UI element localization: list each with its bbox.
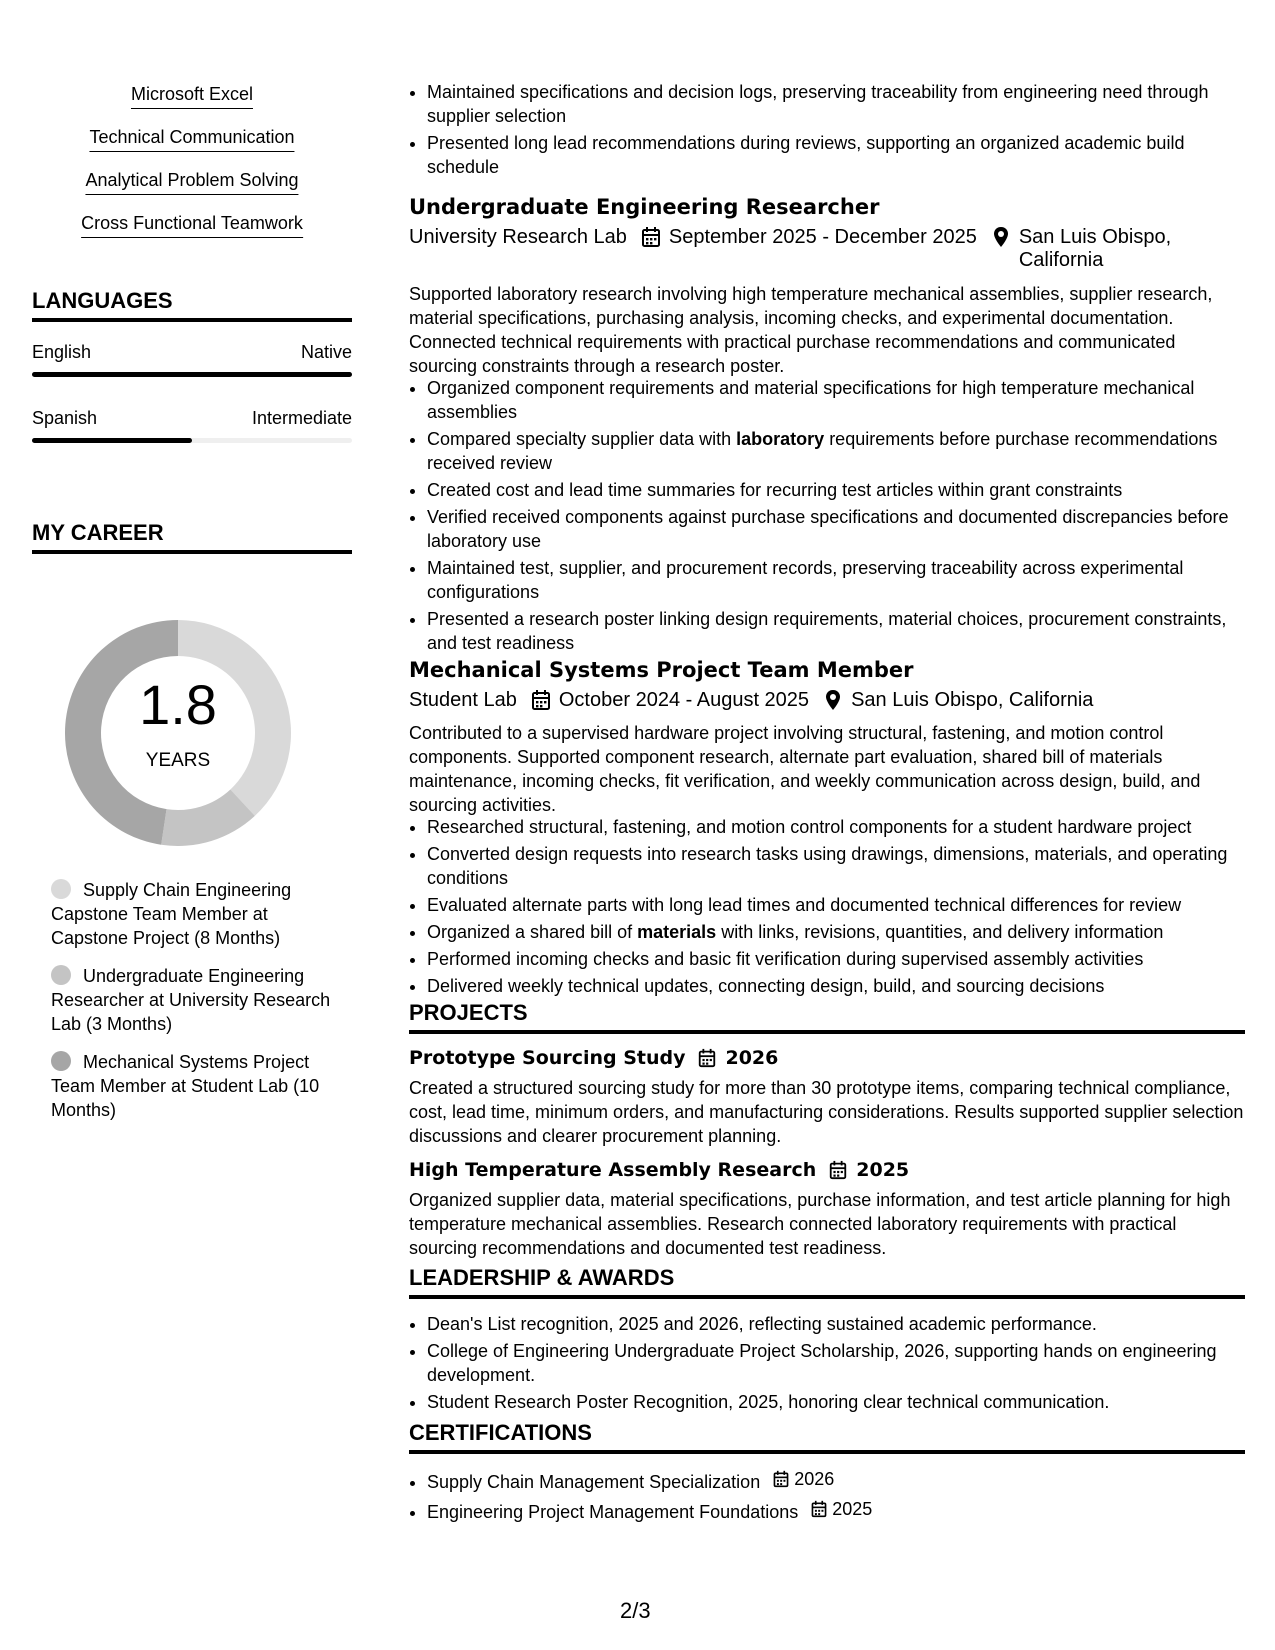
certification-year: 2025 (832, 1499, 873, 1519)
bullet-item: • Performed incoming checks and basic fit verification during supervised assembly activities (427, 947, 1245, 971)
job-summary: Contributed to a supervised hardware project involving structural, fastening, and motion control components. Supported component research, alternate part evaluation, shared bill of materials maintenance, incoming checks, fit verification, and weekly communication across design, build, and sourcing activities. (409, 723, 1201, 815)
skill-item: Cross Functional Teamwork (81, 213, 303, 238)
job-org: Student Lab (409, 689, 517, 711)
legend-dot-icon (51, 1051, 71, 1071)
bullet-item: • Maintained test, supplier, and procurement records, preserving traceability across experimental configurations (427, 556, 1245, 604)
project-title: Prototype Sourcing Study (409, 1047, 686, 1069)
job-summary: Supported laboratory research involving high temperature mechanical assemblies, supplier research, material specifications, purchasing analysis, incoming checks, and experimental documentation. Connected technical requirements with practical purchase recommendations and communicated sourcing constraints through a research poster. (409, 284, 1213, 376)
bullet-item: • College of Engineering Undergraduate Project Scholarship, 2026, supporting hands on engineering development. (427, 1339, 1245, 1387)
legend-dot-icon (51, 965, 71, 985)
bullet-item: • Maintained specifications and decision logs, preserving traceability from engineering need through supplier selection (427, 80, 1245, 128)
job-dates: September 2025 - December 2025 (668, 226, 977, 248)
career-legend-label: Mechanical Systems Project Team Member at Student Lab (10 Months) (51, 1052, 320, 1120)
career-total-years: 1.8 (139, 673, 217, 736)
bullet-item: • Researched structural, fastening, and motion control components for a student hardware project (427, 815, 1245, 839)
career-legend-item (51, 1050, 331, 1122)
career-legend-item (51, 964, 331, 1036)
skill-item: Technical Communication (89, 127, 294, 152)
career-legend-label: Supply Chain Engineering Capstone Team Member at Capstone Project (8 Months) (51, 880, 292, 948)
bullet-item: • Compared specialty supplier data with laboratory requirements before purchase recommendations received review (427, 427, 1245, 475)
career-heading: MY CAREER (32, 520, 352, 554)
previous-role-bullets (409, 80, 1245, 179)
certifications-list (409, 1467, 1245, 1524)
project-description: Organized supplier data, material specifications, purchase information, and test article planning for high temperature mechanical assemblies. Research connected laboratory requirements with practical sourcing recommendations and documented test readiness. (409, 1190, 1231, 1258)
project-description: Created a structured sourcing study for more than 30 prototype items, comparing technical compliance, cost, lead time, minimum orders, and manufacturing considerations. Results supported supplier selection discussions and clearer procurement planning. (409, 1078, 1244, 1146)
project-title-row (409, 1047, 1245, 1069)
bullet-item: • Delivered weekly technical updates, connecting design, build, and sourcing decisions (427, 974, 1245, 998)
language-level: Intermediate (251, 408, 352, 428)
bullet-item: • Student Research Poster Recognition, 2025, honoring clear technical communication. (427, 1390, 1245, 1414)
certification-year: 2026 (794, 1469, 835, 1489)
language-row (32, 408, 352, 429)
language-name: English (32, 342, 92, 362)
calendar-icon (531, 689, 551, 711)
job-location (1019, 226, 1171, 272)
project-title-row (409, 1159, 1245, 1181)
projects-heading: PROJECTS (409, 1000, 1245, 1034)
language-proficiency-fill (32, 438, 192, 443)
certification-name: Supply Chain Management Specialization (427, 1472, 761, 1492)
certification-name: Engineering Project Management Foundations (427, 1502, 799, 1522)
calendar-icon (641, 226, 661, 248)
language-name: Spanish (32, 408, 98, 428)
leadership-list (409, 1312, 1245, 1414)
language-row (32, 342, 352, 363)
leadership-heading: LEADERSHIP & AWARDS (409, 1265, 1245, 1299)
career-total-unit: YEARS (145, 750, 211, 771)
bold-keyword: laboratory (736, 429, 825, 449)
bullet-item: • Organized component requirements and material specifications for high temperature mechanical assemblies (427, 376, 1245, 424)
career-legend-label: Undergraduate Engineering Researcher at University Research Lab (3 Months) (51, 966, 331, 1034)
job-location-line: California (1018, 249, 1104, 271)
certification-item (427, 1497, 1245, 1524)
job-dates: October 2024 - August 2025 (558, 689, 810, 711)
project-title: High Temperature Assembly Research (409, 1159, 817, 1181)
job-meta (409, 226, 1245, 272)
location-pin-icon (823, 689, 843, 711)
language-proficiency-fill (32, 372, 352, 377)
calendar-icon (828, 1160, 848, 1180)
legend-dot-icon (51, 879, 71, 899)
certification-item (427, 1467, 1245, 1494)
career-donut-chart (65, 620, 291, 846)
bullet-item: • Dean's List recognition, 2025 and 2026, reflecting sustained academic performance. (427, 1312, 1245, 1336)
calendar-icon (697, 1048, 717, 1068)
skill-item: Microsoft Excel (131, 84, 253, 109)
calendar-icon (772, 1470, 790, 1488)
bullet-item: • Converted design requests into research tasks using drawings, dimensions, materials, and operating conditions (427, 842, 1245, 890)
certifications-heading: CERTIFICATIONS (409, 1420, 1245, 1454)
job-title: Mechanical Systems Project Team Member (409, 658, 914, 682)
location-pin-icon (991, 226, 1011, 248)
job-bullets (409, 376, 1245, 655)
bullet-item: • Organized a shared bill of materials with links, revisions, quantities, and delivery information (427, 920, 1245, 944)
bold-keyword: materials (637, 922, 717, 942)
job-meta (409, 689, 1245, 712)
job-title: Undergraduate Engineering Researcher (409, 195, 880, 219)
bullet-item: • Created cost and lead time summaries for recurring test articles within grant constraints (427, 478, 1245, 502)
calendar-icon (810, 1500, 828, 1518)
page-number: 2/3 (620, 1598, 651, 1623)
bullet-item: • Verified received components against purchase specifications and documented discrepancies before laboratory use (427, 505, 1245, 553)
career-legend-item (51, 878, 331, 950)
job-org: University Research Lab (409, 226, 627, 248)
language-proficiency-bar (32, 372, 352, 377)
language-proficiency-bar (32, 438, 352, 443)
skill-item: Analytical Problem Solving (85, 170, 298, 195)
language-level: Native (300, 342, 352, 362)
bullet-item: • Presented long lead recommendations during reviews, supporting an organized academic build schedule (427, 131, 1245, 179)
project-year: 2025 (856, 1159, 910, 1181)
job-location-line: San Luis Obispo, (1018, 226, 1172, 248)
languages-heading: LANGUAGES (32, 288, 352, 322)
job-location: San Luis Obispo, California (851, 689, 1094, 711)
bullet-item: • Evaluated alternate parts with long lead times and documented technical differences for review (427, 893, 1245, 917)
project-year: 2026 (725, 1047, 779, 1069)
bullet-item: • Presented a research poster linking design requirements, material choices, procurement constraints, and test readiness (427, 607, 1245, 655)
job-bullets (409, 815, 1245, 998)
